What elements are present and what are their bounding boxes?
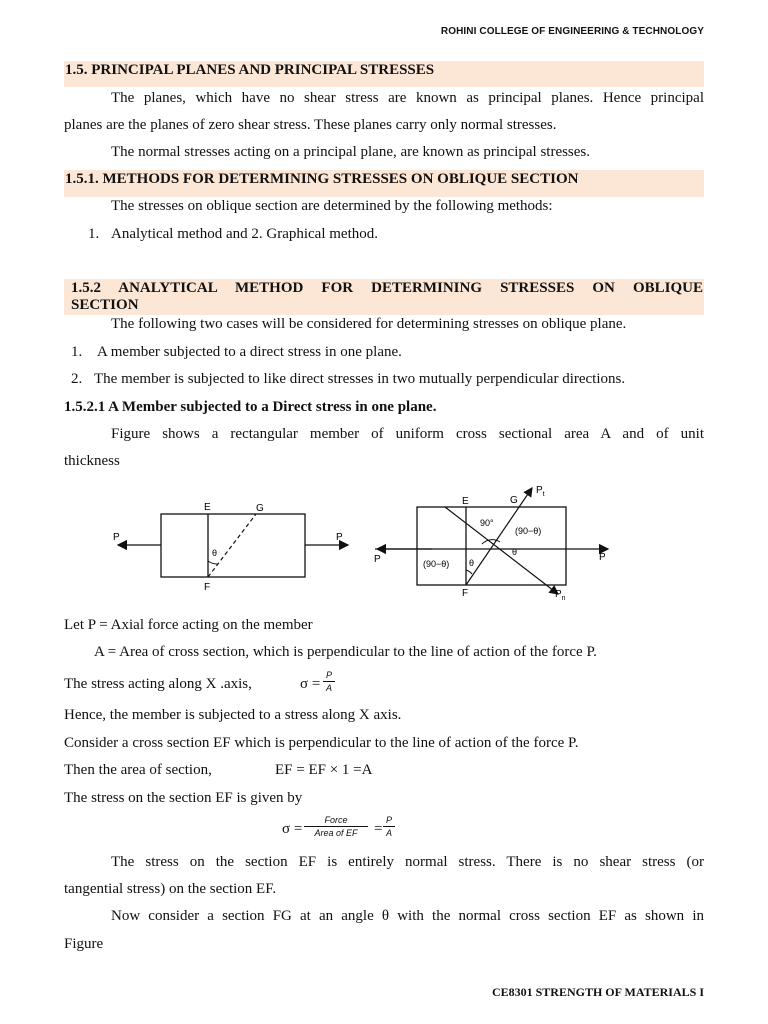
institution-header: ROHINI COLLEGE OF ENGINEERING & TECHNOLOGY: [440, 26, 704, 37]
sigma-equals-2: σ =: [282, 821, 303, 837]
label-f: F: [204, 582, 211, 593]
fraction-1-numerator: P: [325, 670, 332, 680]
label-pn-sub: n: [561, 595, 566, 602]
label-g: G: [256, 503, 264, 514]
label-f-right-fig: F: [462, 588, 469, 599]
now-consider-line1: Now consider a section FG at an angle θ with the normal cross section EF as shown in: [111, 908, 704, 924]
fraction-1-denominator: A: [325, 683, 332, 693]
case-1-text: A member subjected to a direct stress in one plane.: [97, 344, 402, 360]
fraction-p-over-a-2: [383, 815, 395, 838]
course-footer: CE8301 STRENGTH OF MATERIALS I: [491, 985, 704, 999]
section-1-5-2-p1: The following two cases will be considered for determining stresses on oblique plane.: [111, 316, 627, 332]
case-2-text: The member is subjected to like direct stresses in two mutually perpendicular directions.: [94, 371, 626, 387]
stress-on-ef-line: The stress on the section EF is given by: [64, 790, 303, 806]
fraction-p-over-a-1: [323, 670, 335, 693]
section-1-5-heading: [64, 61, 704, 87]
tangential-arrow: [466, 488, 532, 585]
let-line: Let P = Axial force acting on the member: [64, 617, 313, 633]
label-theta-1: θ: [512, 547, 518, 557]
section-fg-dashed-line: [208, 514, 256, 577]
label-theta-2: θ: [469, 558, 475, 568]
label-pt-sub: t: [542, 491, 545, 498]
label-ninety: 90°: [480, 518, 494, 528]
label-p-right-right-fig: P: [599, 552, 606, 563]
fraction-3-numerator: P: [385, 815, 392, 825]
fraction-2-numerator: Force: [324, 815, 348, 825]
label-p-right: P: [336, 532, 343, 543]
section-1-5-p1-line1: The planes, which have no shear stress are known as principal planes. Hence principal: [111, 90, 704, 106]
section-1-5-1-heading: [64, 170, 704, 197]
hence-line: Hence, the member is subjected to a stress along X axis.: [64, 707, 402, 723]
section-1-5-2-1-p1-line1: Figure shows a rectangular member of uniform cross sectional area A and of unit: [111, 426, 704, 442]
label-theta: θ: [212, 548, 218, 558]
consider-line: Consider a cross section EF which is perpendicular to the line of action of the force P.: [64, 735, 579, 751]
label-ninety-minus-theta-2: (90−θ): [423, 559, 450, 569]
sigma-equals-1: σ =: [300, 676, 321, 692]
section-1-5-2-heading-line2: SECTION: [71, 297, 139, 313]
label-pn-main: P: [555, 589, 562, 600]
normal-stress-line1: The stress on the section EF is entirely normal stress. There is no shear stress (or: [111, 854, 704, 870]
label-p-left: P: [113, 532, 120, 543]
label-ninety-minus-theta-1: (90−θ): [515, 526, 542, 536]
section-1-5-p2: The normal stresses acting on a principal plane, are known as principal stresses.: [111, 144, 591, 160]
section-1-5-1-heading-text: 1.5.1. METHODS FOR DETERMINING STRESSES ON OBLIQUE SECTION: [65, 171, 579, 187]
label-pn: [555, 589, 566, 602]
fraction-3-denominator: A: [385, 828, 392, 838]
fraction-2-denominator: Area of EF: [314, 828, 358, 838]
section-1-5-2-heading: [64, 279, 704, 315]
label-e: E: [204, 502, 211, 513]
label-pt: [536, 485, 545, 498]
then-area-line: Then the area of section,: [64, 762, 212, 778]
area-line: A = Area of cross section, which is perpendicular to the line of action of the force P.: [94, 644, 597, 660]
label-e-right-fig: E: [462, 496, 469, 507]
fraction-force-over-area: [304, 815, 368, 838]
ef-equation: EF = EF × 1 =A: [275, 762, 373, 778]
section-1-5-1-item-number: 1.: [88, 226, 100, 242]
case-1-number: 1.: [71, 344, 83, 360]
section-1-5-1-item: Analytical method and 2. Graphical method.: [111, 226, 379, 242]
label-p-left-right-fig: P: [374, 554, 381, 565]
section-1-5-2-heading-line1: 1.5.2 ANALYTICAL METHOD FOR DETERMINING STRESSES ON OBLIQUE: [71, 280, 703, 296]
label-g-right-fig: G: [510, 495, 518, 506]
stress-along-line: The stress acting along X .axis,: [64, 676, 252, 692]
section-1-5-1-p1: The stresses on oblique section are determined by the following methods:: [111, 198, 553, 214]
normal-stress-line2: tangential stress) on the section EF.: [64, 881, 277, 897]
section-1-5-p1-line2: planes are the planes of zero shear stress. These planes carry only normal stresses.: [64, 117, 557, 133]
member-rectangle: [161, 514, 305, 577]
section-1-5-2-1-heading: 1.5.2.1 A Member subjected to a Direct stress in one plane.: [64, 399, 437, 415]
section-1-5-2-1-p1-line2: thickness: [64, 453, 120, 469]
normal-arrow: [445, 507, 558, 594]
equals-sign: =: [374, 821, 383, 837]
figure-stress-components: [372, 480, 620, 604]
label-pt-main: P: [536, 485, 543, 496]
case-2-number: 2.: [71, 371, 83, 387]
figure-member-section: [108, 495, 360, 595]
section-1-5-heading-text: 1.5. PRINCIPAL PLANES AND PRINCIPAL STRESSES: [65, 62, 435, 78]
now-consider-line2: Figure: [64, 936, 104, 952]
